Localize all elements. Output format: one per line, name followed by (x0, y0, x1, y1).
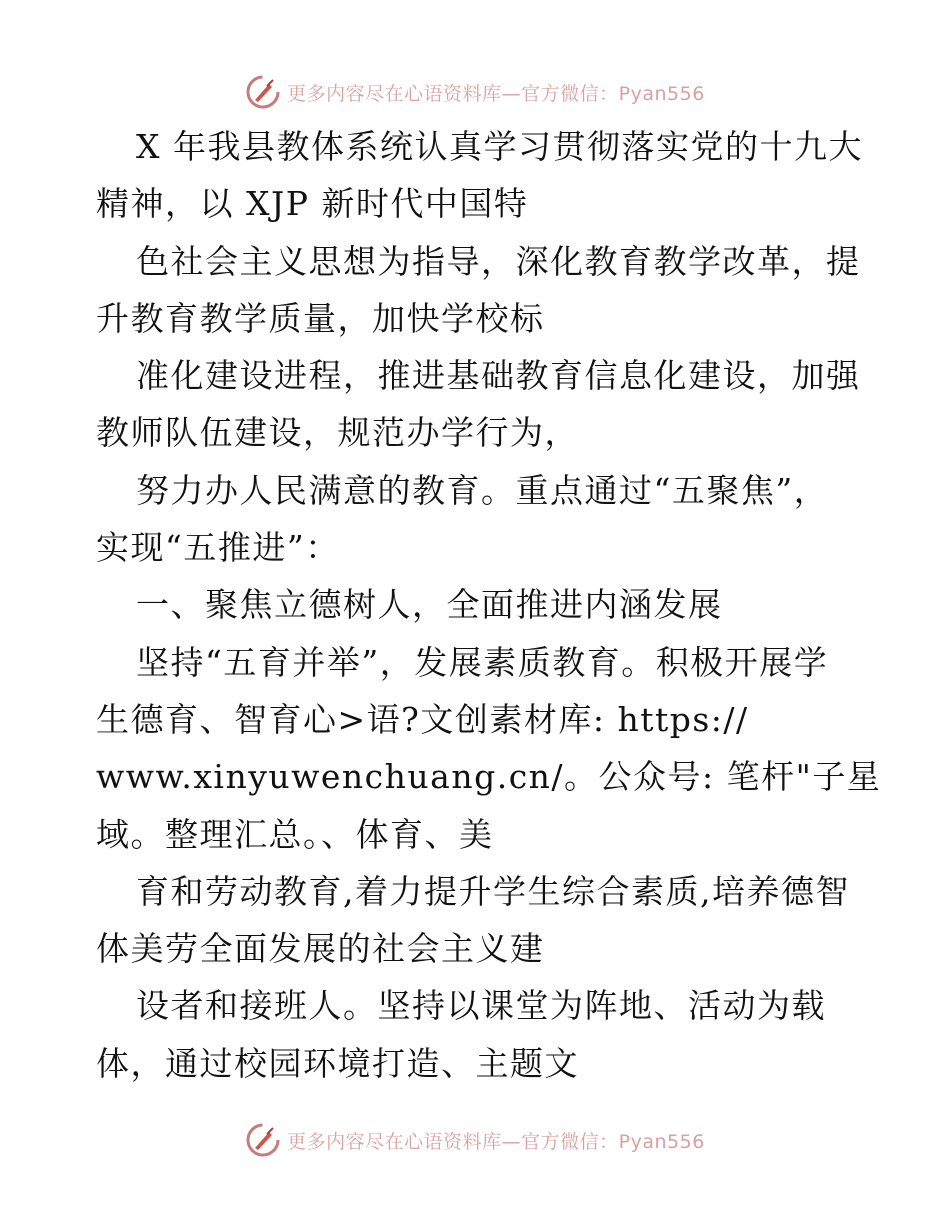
text-line: X 年我县教体系统认真学习贯彻落实党的十九大 (136, 127, 863, 166)
text-line: 教师队伍建设，规范办学行为， (96, 413, 579, 453)
text-line: www.xinyuwenchuang.cn/。公众号: 笔杆"子星 (96, 757, 882, 797)
text-line: 升教育教学质量，加快学校标 (96, 298, 545, 338)
document-body (96, 118, 882, 1092)
watermark-text: 更多内容尽在心语资料库—官方微信：Pyan556 (287, 82, 705, 105)
text-line: 精神，以 XJP 新时代中国特 (96, 184, 529, 224)
text-line: 育和劳动教育,着力提升学生综合素质,培养德智 (136, 871, 850, 911)
text-line: 设者和接班人。坚持以课堂为阵地、活动为载 (136, 986, 826, 1026)
text-line: 体美劳全面发展的社会主义建 (96, 929, 545, 969)
text-line: 实现“五推进”： (96, 528, 340, 568)
quill-pen-logo-icon (245, 74, 281, 110)
text-line: 色社会主义思想为指导，深化教育教学改革，提 (136, 241, 861, 281)
text-line: 域。整理汇总。、体育、美 (96, 814, 494, 854)
watermark-text: 更多内容尽在心语资料库—官方微信：Pyan556 (287, 1130, 705, 1153)
header-watermark (0, 72, 950, 112)
text-line: 生德育、智育心>语?文创素材库: https:// (96, 699, 749, 739)
quill-pen-logo-icon (245, 1122, 281, 1158)
text-line: 坚持“五育并举”，发展素质教育。积极开展学 (136, 642, 829, 682)
section-heading: 一、聚焦立德树人，全面推进内涵发展 (136, 585, 723, 625)
text-line: 体，通过校园环境打造、主题文 (96, 1043, 579, 1083)
footer-watermark (0, 1120, 950, 1160)
text-line: 准化建设进程，推进基础教育信息化建设，加强 (136, 356, 861, 396)
text-line: 努力办人民满意的教育。重点通过“五聚焦”， (136, 470, 829, 510)
